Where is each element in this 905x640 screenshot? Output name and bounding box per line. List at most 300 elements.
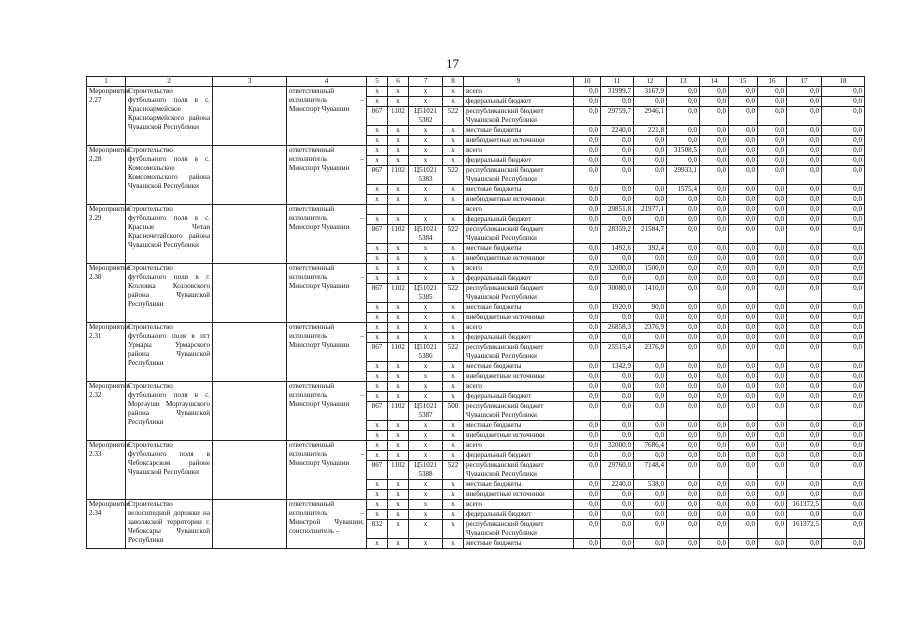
amount-cell: 0,0	[700, 195, 729, 205]
amount-cell: 0,0	[787, 323, 822, 333]
funding-source: федеральный бюджет	[464, 333, 574, 343]
amount-cell: 0,0	[758, 97, 787, 107]
amount-cell: 0,0	[822, 392, 865, 402]
amount-cell: 0,0	[601, 195, 634, 205]
code-cell: 867	[367, 107, 388, 126]
amount-cell: 0,0	[758, 333, 787, 343]
amount-cell: 0,0	[822, 274, 865, 284]
amount-cell: 0,0	[758, 431, 787, 441]
amount-cell: 0,0	[787, 362, 822, 372]
code-cell: x	[367, 254, 388, 264]
code-cell: x	[367, 480, 388, 490]
funding-source: внебюджетные источники	[464, 136, 574, 146]
header-row	[87, 77, 865, 87]
event-name: Мероприятие 2.31	[87, 323, 126, 382]
funding-source: внебюджетные источники	[464, 490, 574, 500]
header-cell: 15	[729, 77, 758, 87]
code-cell: x	[388, 372, 409, 382]
amount-cell: 0,0	[758, 343, 787, 362]
amount-cell: 0,0	[758, 323, 787, 333]
code-cell: x	[367, 333, 388, 343]
amount-cell: 0,0	[758, 382, 787, 392]
event-responsible: ответственный исполнитель – Минстрой Чувашии; соисполнитель –	[287, 500, 367, 549]
amount-cell: 29851,8	[601, 205, 634, 215]
amount-cell: 2946,1	[634, 107, 667, 126]
amount-cell: 0,0	[758, 392, 787, 402]
amount-cell: 0,0	[758, 421, 787, 431]
code-cell: x	[367, 136, 388, 146]
amount-cell: 0,0	[758, 205, 787, 215]
amount-cell: 0,0	[700, 156, 729, 166]
amount-cell: 0,0	[667, 274, 700, 284]
funding-source: внебюджетные источники	[464, 195, 574, 205]
code-cell: 832	[367, 520, 388, 539]
amount-cell: 0,0	[667, 372, 700, 382]
amount-cell: 0,0	[574, 126, 601, 136]
table-row	[87, 146, 865, 156]
amount-cell: 0,0	[700, 244, 729, 254]
amount-cell: 0,0	[574, 421, 601, 431]
code-cell: x	[443, 520, 464, 539]
funding-source: федеральный бюджет	[464, 97, 574, 107]
code-cell: x	[443, 156, 464, 166]
amount-cell: 0,0	[601, 520, 634, 539]
amount-cell: 0,0	[758, 451, 787, 461]
amount-cell: 0,0	[667, 264, 700, 274]
amount-cell: 0,0	[729, 126, 758, 136]
code-cell: x	[409, 490, 443, 500]
amount-cell: 0,0	[787, 107, 822, 126]
amount-cell: 0,0	[700, 303, 729, 313]
amount-cell: 0,0	[822, 480, 865, 490]
amount-cell: 0,0	[822, 421, 865, 431]
code-cell: x	[388, 313, 409, 323]
funding-source: республиканский бюджет Чувашской Республики	[464, 343, 574, 362]
amount-cell: 0,0	[574, 136, 601, 146]
event-description: Строительство футбольного поля в Чебоксарском районе Чувашской Республики	[126, 441, 213, 500]
amount-cell: 0,0	[822, 539, 865, 549]
amount-cell: 0,0	[574, 156, 601, 166]
code-cell: x	[388, 87, 409, 97]
code-cell: x	[367, 264, 388, 274]
code-cell: x	[388, 431, 409, 441]
amount-cell: 29759,7	[601, 107, 634, 126]
amount-cell: 0,0	[787, 126, 822, 136]
amount-cell: 0,0	[667, 333, 700, 343]
code-cell: x	[367, 421, 388, 431]
code-cell: x	[367, 539, 388, 549]
amount-cell: 0,0	[758, 126, 787, 136]
code-cell: x	[388, 362, 409, 372]
amount-cell: 0,0	[822, 500, 865, 510]
amount-cell: 0,0	[574, 254, 601, 264]
amount-cell: 0,0	[787, 539, 822, 549]
amount-cell: 0,0	[822, 333, 865, 343]
amount-cell: 0,0	[634, 313, 667, 323]
code-cell: x	[388, 333, 409, 343]
amount-cell: 0,0	[822, 451, 865, 461]
amount-cell: 2240,0	[601, 126, 634, 136]
amount-cell: 0,0	[758, 254, 787, 264]
amount-cell: 0,0	[729, 205, 758, 215]
amount-cell: 392,4	[634, 244, 667, 254]
amount-cell: 0,0	[700, 313, 729, 323]
amount-cell: 0,0	[700, 382, 729, 392]
amount-cell: 1492,6	[601, 244, 634, 254]
amount-cell: 0,0	[700, 323, 729, 333]
amount-cell: 0,0	[787, 274, 822, 284]
event-empty	[213, 382, 287, 441]
code-cell: x	[367, 362, 388, 372]
amount-cell: 0,0	[787, 313, 822, 323]
amount-cell: 0,0	[634, 510, 667, 520]
event-empty	[213, 264, 287, 323]
amount-cell: 0,0	[601, 539, 634, 549]
event-name: Мероприятие 2.29	[87, 205, 126, 264]
amount-cell: 0,0	[787, 490, 822, 500]
funding-source: местные бюджеты	[464, 480, 574, 490]
amount-cell: 0,0	[574, 382, 601, 392]
amount-cell: 0,0	[667, 313, 700, 323]
code-cell: x	[409, 215, 443, 225]
amount-cell: 0,0	[667, 136, 700, 146]
code-cell: x	[367, 313, 388, 323]
amount-cell: 0,0	[729, 372, 758, 382]
amount-cell: 0,0	[787, 421, 822, 431]
funding-source: всего	[464, 323, 574, 333]
amount-cell: 0,0	[787, 146, 822, 156]
amount-cell: 0,0	[729, 274, 758, 284]
amount-cell: 0,0	[822, 313, 865, 323]
code-cell: x	[443, 362, 464, 372]
code-cell: x	[388, 136, 409, 146]
funding-source: федеральный бюджет	[464, 510, 574, 520]
code-cell: 522	[443, 225, 464, 244]
amount-cell: 0,0	[700, 461, 729, 480]
code-cell: x	[409, 274, 443, 284]
amount-cell: 0,0	[574, 402, 601, 421]
amount-cell: 28359,2	[601, 225, 634, 244]
amount-cell: 0,0	[574, 333, 601, 343]
code-cell: x	[409, 441, 443, 451]
amount-cell: 21977,1	[634, 205, 667, 215]
code-cell: Ц51021 5384	[409, 225, 443, 244]
amount-cell: 0,0	[758, 264, 787, 274]
amount-cell: 0,0	[758, 284, 787, 303]
funding-source: внебюджетные источники	[464, 431, 574, 441]
amount-cell: 0,0	[667, 500, 700, 510]
amount-cell: 0,0	[822, 107, 865, 126]
amount-cell: 0,0	[667, 441, 700, 451]
amount-cell: 0,0	[729, 156, 758, 166]
code-cell: 522	[443, 107, 464, 126]
amount-cell: 0,0	[822, 166, 865, 185]
amount-cell: 0,0	[729, 136, 758, 146]
code-cell: x	[409, 126, 443, 136]
amount-cell: 0,0	[601, 146, 634, 156]
event-empty	[213, 323, 287, 382]
amount-cell: 0,0	[729, 343, 758, 362]
amount-cell: 0,0	[729, 323, 758, 333]
header-cell: 2	[126, 77, 213, 87]
amount-cell: 0,0	[634, 431, 667, 441]
funding-source: всего	[464, 87, 574, 97]
amount-cell: 30080,0	[601, 284, 634, 303]
table-row	[87, 500, 865, 510]
code-cell: x	[388, 254, 409, 264]
amount-cell: 0,0	[758, 441, 787, 451]
amount-cell: 161372,5	[787, 520, 822, 539]
amount-cell: 0,0	[667, 343, 700, 362]
header-cell: 9	[464, 77, 574, 87]
funding-source: федеральный бюджет	[464, 274, 574, 284]
code-cell: x	[388, 480, 409, 490]
amount-cell: 0,0	[822, 303, 865, 313]
amount-cell: 0,0	[729, 421, 758, 431]
code-cell: x	[409, 264, 443, 274]
amount-cell: 0,0	[729, 490, 758, 500]
code-cell: x	[443, 146, 464, 156]
amount-cell: 0,0	[667, 490, 700, 500]
funding-source: республиканский бюджет Чувашской Республики	[464, 284, 574, 303]
code-cell: x	[388, 421, 409, 431]
amount-cell: 0,0	[601, 274, 634, 284]
amount-cell: 0,0	[634, 333, 667, 343]
amount-cell: 0,0	[700, 402, 729, 421]
amount-cell: 0,0	[667, 421, 700, 431]
code-cell: 867	[367, 402, 388, 421]
code-cell: x	[409, 480, 443, 490]
code-cell	[367, 205, 388, 215]
amount-cell: 0,0	[700, 441, 729, 451]
funding-source: местные бюджеты	[464, 244, 574, 254]
code-cell: x	[443, 136, 464, 146]
amount-cell: 0,0	[729, 185, 758, 195]
amount-cell: 0,0	[822, 215, 865, 225]
amount-cell: 0,0	[787, 510, 822, 520]
amount-cell: 0,0	[787, 392, 822, 402]
amount-cell: 0,0	[787, 215, 822, 225]
code-cell: 1102	[388, 107, 409, 126]
table-row	[87, 441, 865, 451]
amount-cell: 0,0	[601, 313, 634, 323]
amount-cell: 0,0	[700, 274, 729, 284]
amount-cell: 21584,7	[634, 225, 667, 244]
event-description: Строительство футбольного поля в с. Красные Четаи Красночетайского района Чувашской Республики	[126, 205, 213, 264]
code-cell: x	[367, 274, 388, 284]
code-cell: x	[443, 392, 464, 402]
code-cell: x	[409, 195, 443, 205]
amount-cell: 0,0	[574, 313, 601, 323]
amount-cell: 0,0	[634, 539, 667, 549]
code-cell: 867	[367, 284, 388, 303]
code-cell: x	[409, 539, 443, 549]
funding-source: местные бюджеты	[464, 185, 574, 195]
code-cell	[443, 205, 464, 215]
funding-source: местные бюджеты	[464, 539, 574, 549]
amount-cell: 0,0	[700, 146, 729, 156]
header-cell: 7	[409, 77, 443, 87]
amount-cell: 0,0	[729, 284, 758, 303]
amount-cell: 0,0	[822, 136, 865, 146]
code-cell: x	[443, 303, 464, 313]
amount-cell: 0,0	[822, 461, 865, 480]
amount-cell: 0,0	[729, 195, 758, 205]
table-row	[87, 382, 865, 392]
amount-cell: 0,0	[601, 500, 634, 510]
code-cell: 1102	[388, 284, 409, 303]
funding-source: республиканский бюджет Чувашской Республики	[464, 402, 574, 421]
code-cell: Ц51021 5388	[409, 461, 443, 480]
amount-cell: 0,0	[700, 136, 729, 146]
code-cell: x	[443, 274, 464, 284]
header-cell: 5	[367, 77, 388, 87]
funding-source: всего	[464, 264, 574, 274]
code-cell: 1102	[388, 225, 409, 244]
event-responsible: ответственный исполнитель – Минспорт Чувашии	[287, 323, 367, 382]
amount-cell: 0,0	[601, 392, 634, 402]
amount-cell: 0,0	[700, 343, 729, 362]
event-name: Мероприятие 2.34	[87, 500, 126, 549]
amount-cell: 0,0	[700, 264, 729, 274]
code-cell: Ц51021 5382	[409, 107, 443, 126]
amount-cell: 0,0	[700, 107, 729, 126]
code-cell: x	[388, 490, 409, 500]
amount-cell: 0,0	[787, 205, 822, 215]
amount-cell: 0,0	[787, 87, 822, 97]
amount-cell: 0,0	[700, 431, 729, 441]
code-cell: x	[388, 215, 409, 225]
amount-cell: 0,0	[574, 284, 601, 303]
code-cell: x	[367, 451, 388, 461]
header-cell: 16	[758, 77, 787, 87]
amount-cell: 0,0	[822, 97, 865, 107]
amount-cell: 0,0	[729, 510, 758, 520]
code-cell: x	[367, 244, 388, 254]
amount-cell: 0,0	[787, 441, 822, 451]
amount-cell: 0,0	[729, 362, 758, 372]
amount-cell: 0,0	[700, 215, 729, 225]
code-cell: x	[388, 274, 409, 284]
amount-cell: 0,0	[667, 87, 700, 97]
amount-cell: 0,0	[667, 126, 700, 136]
amount-cell: 0,0	[574, 441, 601, 451]
amount-cell: 0,0	[667, 303, 700, 313]
amount-cell: 0,0	[758, 274, 787, 284]
amount-cell: 0,0	[700, 539, 729, 549]
amount-cell: 0,0	[634, 382, 667, 392]
page-number: 17	[446, 56, 459, 71]
amount-cell: 0,0	[822, 195, 865, 205]
amount-cell: 0,0	[574, 510, 601, 520]
amount-cell: 0,0	[574, 185, 601, 195]
code-cell: x	[409, 323, 443, 333]
amount-cell: 0,0	[758, 244, 787, 254]
code-cell: 867	[367, 343, 388, 362]
amount-cell: 0,0	[729, 313, 758, 323]
event-description: Строительство футбольного поля в г. Козловка Козловского района Чувашской Республики	[126, 264, 213, 323]
amount-cell: 0,0	[822, 146, 865, 156]
amount-cell: 1575,4	[667, 185, 700, 195]
amount-cell: 0,0	[822, 490, 865, 500]
amount-cell: 0,0	[758, 185, 787, 195]
amount-cell: 0,0	[574, 87, 601, 97]
code-cell: x	[409, 333, 443, 343]
event-empty	[213, 500, 287, 549]
amount-cell: 0,0	[787, 284, 822, 303]
code-cell: 867	[367, 166, 388, 185]
code-cell: x	[367, 431, 388, 441]
amount-cell: 0,0	[601, 372, 634, 382]
amount-cell: 0,0	[634, 146, 667, 156]
code-cell: x	[388, 520, 409, 539]
code-cell: x	[388, 392, 409, 402]
code-cell: x	[443, 97, 464, 107]
amount-cell: 0,0	[700, 333, 729, 343]
amount-cell: 0,0	[787, 225, 822, 244]
amount-cell: 0,0	[729, 107, 758, 126]
amount-cell: 0,0	[729, 303, 758, 313]
code-cell: x	[443, 372, 464, 382]
amount-cell: 0,0	[634, 500, 667, 510]
funding-source: всего	[464, 382, 574, 392]
code-cell: x	[443, 421, 464, 431]
amount-cell: 0,0	[758, 215, 787, 225]
code-cell: x	[388, 126, 409, 136]
amount-cell: 3167,9	[634, 87, 667, 97]
code-cell: 1102	[388, 402, 409, 421]
amount-cell: 2376,9	[634, 343, 667, 362]
table-row	[87, 87, 865, 97]
amount-cell: 1920,0	[601, 303, 634, 313]
amount-cell: 0,0	[787, 264, 822, 274]
amount-cell: 0,0	[574, 480, 601, 490]
amount-cell: 0,0	[634, 97, 667, 107]
code-cell	[388, 205, 409, 215]
amount-cell: 0,0	[758, 461, 787, 480]
code-cell: x	[443, 480, 464, 490]
amount-cell: 0,0	[822, 520, 865, 539]
code-cell: x	[388, 185, 409, 195]
header-cell: 13	[667, 77, 700, 87]
event-description: Строительство футбольного поля в с. Комсомольское Комсомольского района Чувашской Республики	[126, 146, 213, 205]
amount-cell: 0,0	[787, 244, 822, 254]
funding-source: федеральный бюджет	[464, 215, 574, 225]
funding-source: республиканский бюджет Чувашской Республики	[464, 461, 574, 480]
code-cell: x	[443, 539, 464, 549]
amount-cell: 0,0	[758, 510, 787, 520]
amount-cell: 0,0	[822, 156, 865, 166]
amount-cell: 0,0	[667, 156, 700, 166]
code-cell: Ц51021 5385	[409, 284, 443, 303]
code-cell: x	[409, 146, 443, 156]
amount-cell: 0,0	[758, 372, 787, 382]
amount-cell: 0,0	[574, 451, 601, 461]
amount-cell: 0,0	[574, 225, 601, 244]
code-cell: x	[409, 303, 443, 313]
header-cell: 14	[700, 77, 729, 87]
header-cell: 8	[443, 77, 464, 87]
code-cell: x	[443, 431, 464, 441]
event-name: Мероприятие 2.28	[87, 146, 126, 205]
amount-cell: 7686,4	[634, 441, 667, 451]
amount-cell: 0,0	[667, 225, 700, 244]
amount-cell: 0,0	[758, 539, 787, 549]
amount-cell: 0,0	[574, 107, 601, 126]
event-responsible: ответственный исполнитель – Минспорт Чувашии	[287, 382, 367, 441]
amount-cell: 0,0	[601, 382, 634, 392]
code-cell: x	[367, 303, 388, 313]
